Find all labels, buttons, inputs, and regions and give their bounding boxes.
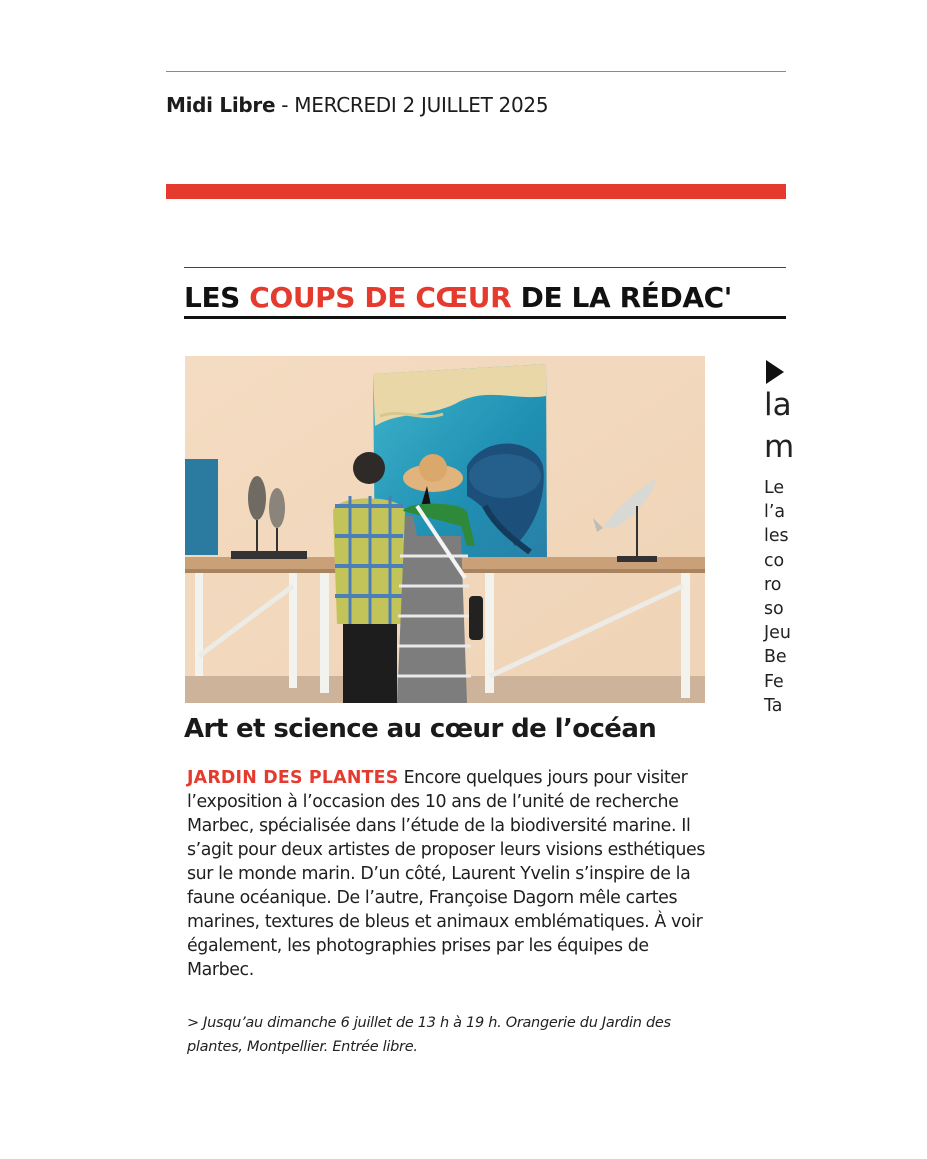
section-color-band: [166, 184, 786, 199]
next-body-line: l’a: [764, 502, 786, 523]
next-body-line: les: [764, 526, 789, 547]
practical-info: > Jusqu’au dimanche 6 juillet de 13 h à 19 h. Orangerie du Jardin des plantes, Montpellier. Entrée libre.: [187, 1015, 671, 1055]
play-arrow-icon: [766, 360, 784, 384]
article-photo-illustration: [185, 356, 705, 703]
top-rule: [166, 71, 786, 72]
next-body-line: ro: [764, 574, 782, 595]
publication-date: MERCREDI 2 JUILLET 2025: [294, 93, 549, 117]
rubric-part-3: DE LA RÉDAC': [511, 281, 732, 314]
article-headline: Art et science au cœur de l’océan: [184, 714, 657, 744]
dateline: [166, 93, 548, 117]
next-article-body: [764, 476, 791, 718]
rubric-underline: [184, 316, 786, 319]
rubric-title: [184, 280, 786, 316]
next-body-line: Fe: [764, 671, 784, 692]
next-headline-line: la: [764, 387, 792, 423]
next-body-line: Be: [764, 647, 787, 668]
next-article-fragment: [764, 356, 795, 736]
next-headline-line: m: [764, 429, 795, 465]
next-body-line: so: [764, 599, 784, 620]
dateline-separator: -: [275, 93, 295, 117]
publication-name: Midi Libre: [166, 93, 276, 117]
left-painting: [185, 459, 218, 555]
rubric-top-rule: [184, 267, 786, 268]
next-body-line: co: [764, 550, 785, 571]
rubric-part-1: LES: [184, 281, 250, 314]
next-article-headline: [764, 384, 794, 468]
next-body-line: Ta: [764, 695, 783, 716]
rubric-part-highlight: COUPS DE CŒUR: [249, 281, 512, 314]
article-body: [187, 766, 712, 982]
article-photo: [185, 356, 705, 703]
next-body-line: Le: [764, 478, 785, 498]
next-body-line: Jeu: [764, 623, 791, 644]
article-body-text: Encore quelques jours pour visiter l’exposition à l’occasion des 10 ans de l’unité de recherche Marbec, spécialisée dans l’étude de la biodiversité marine. Il s’agit pour deux artistes de proposer leurs visions esthétiques sur le monde marin. D’un côté, Laurent Yvelin s’inspire de la faune océanique. De l’autre, Françoise Dagorn mêle cartes marines, textures de bleus et animaux emblématiques. À voir également, les photographies prises par les équipes de Marbec.: [187, 768, 706, 980]
article-kicker: JARDIN DES PLANTES: [187, 768, 399, 788]
